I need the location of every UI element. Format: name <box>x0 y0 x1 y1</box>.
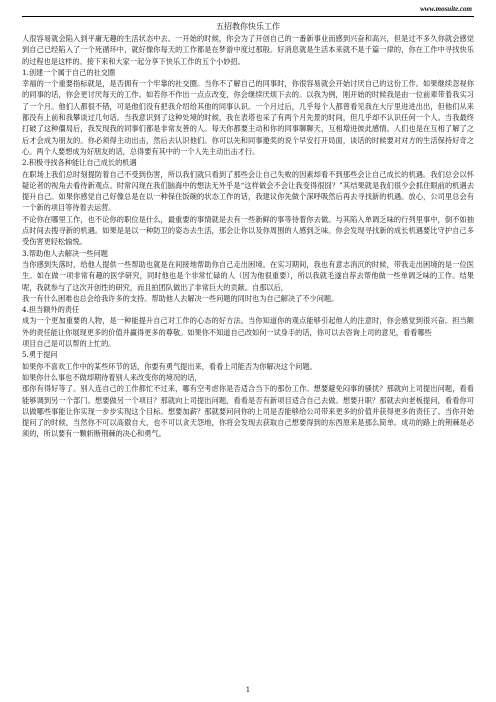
paragraph: 不论你在哪里工作，也不论你的职位是什么，最重要的事情就是去有一些新鲜的事等待着你去做。与其陷入单调乏味的行列里事中，倒不如抽点时间去搜寻新的机遇。如果是是以一种防卫的姿态去生活，那会让你以及你周围的人感到乏味。你会发现寻找新的成长机遇要比守护自己多受伤害更轻松愉悦。 <box>22 214 474 247</box>
paragraph: 当你感到失落时，给他人提供一些帮助也就是在间接地帮助你自己走出困境。在实习期间，我也有意志消沉的时候，带我走出困境的是一位医生。如在做一项非常有趣的医学研究，同时他也是个非常忙碌的人（因为他很重要），所以我就毛遂自荐去帮他做一些单调乏味的工作。结果呢，我就参与了这次开创性的研究，而且拍团队做出了非常巨大的贡献。自那以后， <box>22 259 474 292</box>
site-url: www.mosuite.com <box>420 5 472 13</box>
paragraph: 人很容易就会陷入到平庸无趣的生活状态中去。一开始的时候，你会为了开创自己的一番新事业而感到兴奋和高兴，但是过不多久你就会感觉到自己已经陷入了一个死循环中，就好像你每天的工作都是在梦游中度过那般。好消息就是生活本来就不是千篇一律的，你在工作中寻找快乐的过程也是这样的。接下来和大家一起分享下快乐工作的五个小妙招。 <box>22 34 474 66</box>
paragraph: 那你有得好等了。别人连自己的工作都忙不过来，哪有空考虑你是否适合当下的那份工作。想要避免闷事的骚扰？那就向上司提出问题，看看能够调到另一个部门。想要做另一个项目？那就向上司提出问题，看看是否有新项目适合自己去做。想要升职？那就去向老板提问，看看你可以做哪些事能让你实现一步步实现这个目标。想要加薪？那就要问问你的上司是否能够给公司带来更多的价值并获得更多的责任了。当你开始提问了的时候，当然你不可以高傲自大，也不可以贪天怨地，你将会发现去获取自己想要得到的东西原来是那么简单。成功的路上的荆棘是必须的，所以要有一颗斩断荆棘的决心和勇气。 <box>22 384 474 439</box>
section-heading: 3.帮助他人去解决一些问题 <box>22 248 108 258</box>
paragraph: 幸福的一个重要指标就是，是否拥有一个牢靠的社交圈。当你不了解自己的同事时，你很容易就会开始讨厌自己的这份工作。如果继续忽视你的同事的话，你会更讨厌每天的工作。如若你不作出一点点改变，你会继续厌烦下去的。以我为例，刚开始的时候我是由一位前辈带着我实习了一个月。他们人都很不错，可是他们没有把我介绍给其他的同事认识。一个月过后，几乎每个人都曾看见我在大厅里进进出出，但他们从来都没有上前和我攀谈过几句话。当我意识到了这种处境的时候，我在表塔也采了有两个月先景的时间，但几乎却不认识任何一个人。当我最终打破了这种僵局后，我发现我的同事们都是非常友善的人。每天你都要主动和你的同事聊聊天，互相增进彼此感情。人们也是在互相了解了之后才会成为朋友的。你必须得主动出击，然后去认识他们。你可以先和同事邀奖的说个早安打开局面，谈话的时候要对对方的生活保持好奇之心。两个人要想成为好朋友的话，总得要有其中的一个人先主动出击才行。 <box>22 79 474 156</box>
section-heading: 4.担当额外的责任 <box>22 305 80 315</box>
section-heading: 5.勇于提问 <box>22 350 58 360</box>
page-number: 1 <box>245 686 251 694</box>
paragraph: 项目自己是可以帮的上忙的。 <box>22 339 116 349</box>
paragraph: 我一有什么困难也总会给我许多的支持。帮助他人去解决一些问题的同时也为自己解决了不少问题。 <box>22 293 339 303</box>
document-title: 五招教你快乐工作 <box>216 22 280 31</box>
paragraph: 如果你不喜欢工作中的某些环节的话，你要有勇气提出来，看看上司能否为你解决这个问题。 <box>22 361 317 371</box>
paragraph: 如果你什么事也不做却期待着别人来改变你的境况的话， <box>22 372 202 382</box>
header-rule <box>22 16 474 17</box>
paragraph: 在职场上我们总时刻提防着自己不受到伤害，所以我们就只看到了那些会让自己失败的因素却看不到那些会让自己成长的机遇。我们总会以怀疑论者的视角去看待新观点。时常闪现在我们脑海中的想法无外乎是“这样做会不会让我变得很囧？”其结果就是我们很少会抓住眼前的机遇去提升自己。如果你感觉自己好像总是在以一种保住饭碗的状态工作的话，我建议你先做个深呼吸然后再去寻找新的机遇。放心，公司里总会有一个新的项目等待着去运营。 <box>22 169 474 213</box>
section-heading: 2.积极寻找各种能让自己成长的机遇 <box>22 158 137 168</box>
section-heading: 1.创建一个属于自己的社交圈 <box>22 67 116 77</box>
paragraph: 成为一个更加重要的人物，是一种能提升自己对工作的心态的好方法。当你知道你的观点能够引起他人的注意时，你会感觉到很兴奋。担当额外的责任能让你展现更多的价值并赢得更多的尊敬。如果你不知道自己改如何一试身手的话，你可以去咨询上司的意见，看看哪些 <box>22 316 474 337</box>
document-body <box>22 33 474 440</box>
